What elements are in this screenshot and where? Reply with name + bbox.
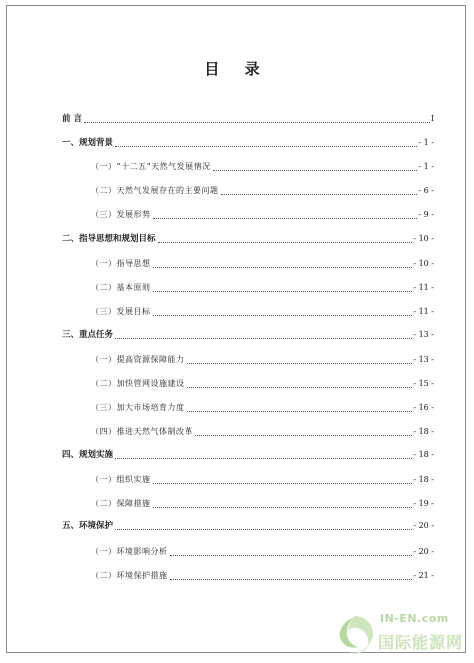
toc-entry-label: 二、指导思想和规划目标 bbox=[62, 234, 156, 244]
toc-entry-page: - 11 - bbox=[413, 307, 434, 316]
toc-entry-label: （一）提高资源保障能力 bbox=[91, 355, 185, 364]
toc-entry-page: - 11 - bbox=[413, 283, 434, 292]
toc-entry-1-1[interactable] bbox=[91, 159, 434, 173]
dot-leader bbox=[153, 507, 413, 508]
toc-entry-2-2[interactable] bbox=[91, 280, 434, 294]
toc-entry-label: 前 言 bbox=[62, 114, 82, 124]
toc-entry-page: - 13 - bbox=[413, 355, 434, 364]
toc-entry-label: （二）加快管网设施建设 bbox=[91, 379, 185, 388]
dot-leader bbox=[195, 435, 412, 436]
toc-entry-page: - 1 - bbox=[418, 138, 434, 147]
dot-leader bbox=[115, 458, 412, 459]
toc-entry-chapter-5[interactable] bbox=[62, 518, 434, 532]
dot-leader bbox=[84, 122, 430, 123]
toc-entry-chapter-1[interactable] bbox=[62, 135, 434, 149]
toc-entry-page: - 13 - bbox=[413, 330, 434, 339]
watermark-en: IN-EN.com bbox=[380, 612, 449, 625]
toc-entry-label: （四）推进天然气体制改革 bbox=[91, 427, 193, 436]
toc-entry-page: - 18 - bbox=[413, 427, 434, 436]
toc-entry-3-1[interactable] bbox=[91, 352, 434, 366]
toc-entry-5-1[interactable] bbox=[91, 544, 434, 558]
page-title: 目 录 bbox=[204, 60, 270, 78]
toc-entry-preface[interactable] bbox=[62, 111, 434, 125]
toc-entry-page: - 10 - bbox=[413, 234, 434, 243]
toc-entry-label: （三）发展形势 bbox=[91, 210, 151, 219]
watermark bbox=[332, 606, 472, 660]
toc-entry-page: - 21 - bbox=[413, 571, 434, 580]
toc-entry-page: - 6 - bbox=[418, 186, 434, 195]
dot-leader bbox=[153, 267, 413, 268]
dot-leader bbox=[153, 218, 418, 219]
dot-leader bbox=[221, 194, 418, 195]
dot-leader bbox=[115, 529, 412, 530]
toc-entry-label: （一）环境影响分析 bbox=[91, 547, 168, 556]
toc-entry-5-2[interactable] bbox=[91, 568, 434, 582]
dot-leader bbox=[115, 338, 412, 339]
dot-leader bbox=[213, 170, 418, 171]
toc-entry-chapter-3[interactable] bbox=[62, 327, 434, 341]
toc-entry-label: （一）组织实施 bbox=[91, 475, 151, 484]
toc-entry-page: - 18 - bbox=[413, 475, 434, 484]
leaf-swirl-logo-icon bbox=[332, 612, 378, 658]
toc-entry-3-3[interactable] bbox=[91, 400, 434, 414]
toc-entry-label: （二）环境保护措施 bbox=[91, 571, 168, 580]
dot-leader bbox=[153, 315, 413, 316]
dot-leader bbox=[187, 363, 413, 364]
dot-leader bbox=[153, 291, 413, 292]
toc-entry-page: - 15 - bbox=[413, 379, 434, 388]
dot-leader bbox=[115, 146, 417, 147]
dot-leader bbox=[187, 387, 413, 388]
toc-entry-label: （一）指导思想 bbox=[91, 259, 151, 268]
dot-leader bbox=[170, 555, 413, 556]
toc-entry-page: - 16 - bbox=[413, 403, 434, 412]
toc-entry-page: - 20 - bbox=[413, 521, 434, 530]
toc-entry-1-2[interactable] bbox=[91, 183, 434, 197]
toc-entry-label: （一）“十二五”天然气发展情况 bbox=[91, 162, 211, 171]
dot-leader bbox=[170, 579, 413, 580]
toc-entry-4-2[interactable] bbox=[91, 496, 434, 510]
dot-leader bbox=[153, 483, 413, 484]
toc-entry-chapter-4[interactable] bbox=[62, 447, 434, 461]
toc-entry-2-1[interactable] bbox=[91, 256, 434, 270]
toc-entry-label: （二）基本原则 bbox=[91, 283, 151, 292]
toc-entry-page: - 20 - bbox=[413, 547, 434, 556]
toc-entry-3-2[interactable] bbox=[91, 376, 434, 390]
toc-entry-label: （三）加大市场培育力度 bbox=[91, 403, 185, 412]
toc-entry-chapter-2[interactable] bbox=[62, 231, 434, 245]
toc-entry-label: 五、环境保护 bbox=[62, 521, 114, 531]
toc-entry-page: - 18 - bbox=[413, 450, 434, 459]
toc-entry-page: - 10 - bbox=[413, 259, 434, 268]
dot-leader bbox=[158, 242, 413, 243]
toc-entry-label: 一、规划背景 bbox=[62, 138, 114, 148]
toc-entry-3-4[interactable] bbox=[91, 424, 434, 438]
toc-entry-label: 四、规划实施 bbox=[62, 450, 114, 460]
watermark-cn: 国际能源网 bbox=[378, 633, 464, 652]
toc-entry-page: - 9 - bbox=[418, 210, 434, 219]
toc-entry-label: （二）保障措施 bbox=[91, 499, 151, 508]
toc-entry-label: 三、重点任务 bbox=[62, 330, 114, 340]
toc-entry-page: - 19 - bbox=[413, 499, 434, 508]
toc-entry-1-3[interactable] bbox=[91, 207, 434, 221]
toc-entry-page: - 1 - bbox=[418, 162, 434, 171]
toc-entry-label: （二）天然气发展存在的主要问题 bbox=[91, 186, 219, 195]
toc-entry-label: （三）发展目标 bbox=[91, 307, 151, 316]
toc-entry-2-3[interactable] bbox=[91, 304, 434, 318]
toc-entry-page: I bbox=[430, 114, 434, 123]
dot-leader bbox=[187, 411, 413, 412]
toc-entry-4-1[interactable] bbox=[91, 472, 434, 486]
